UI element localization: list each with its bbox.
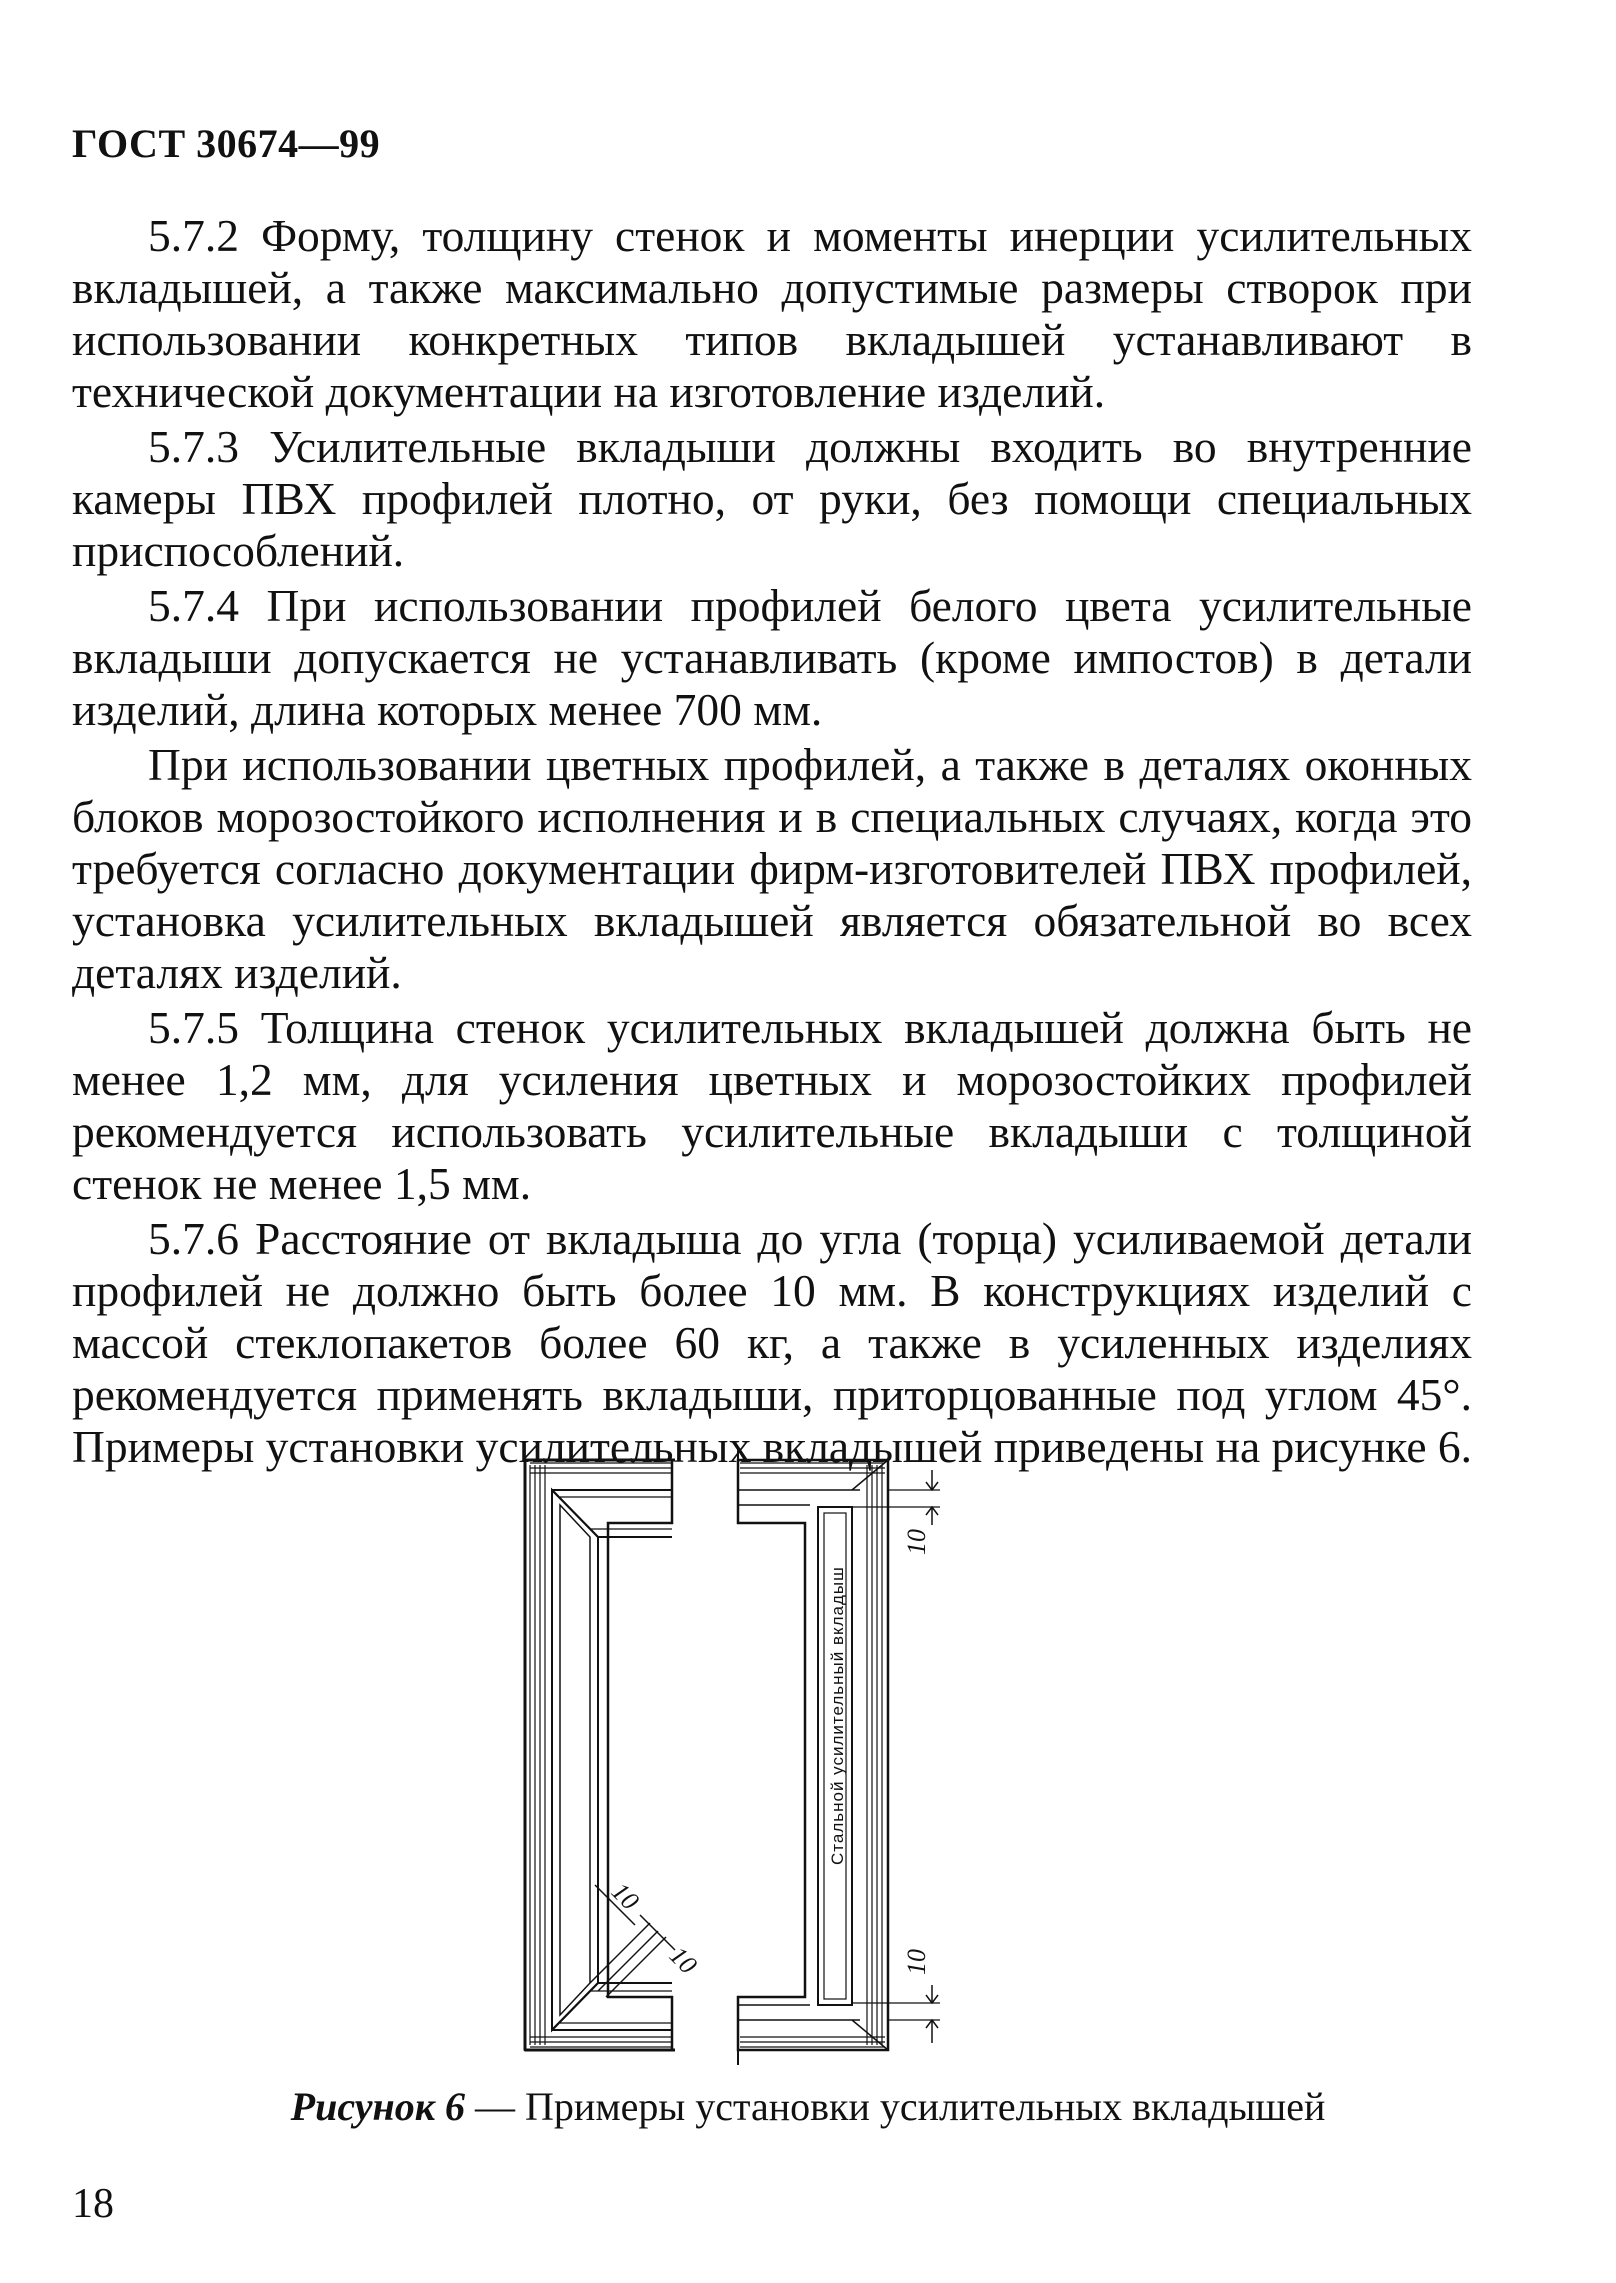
right-frame-hatching [740,1463,885,2047]
paragraph-colored-profiles: При использовании цветных профилей, а также в деталях оконных блоков морозостойкого исполнения и в специальных случаях, когда это требуется согласно документации фирм-изготовителей ПВХ профилей, установка усилительных вкладышей является обязательной во всех деталях изделий. [72,739,1472,998]
right-dim-label-top: 10 [902,1529,931,1555]
body-text [72,210,1472,1476]
paragraph-5-7-4: 5.7.4 При использовании профилей белого цвета усилительные вкладыши допускается не устанавливать (кроме импостов) в детали изделий, длина которых менее 700 мм. [72,580,1472,735]
paragraph-5-7-5: 5.7.5 Толщина стенок усилительных вкладышей должна быть не менее 1,2 мм, для усиления цветных и морозостойких профилей рекомендуется использовать усилительные вкладыши с толщиной стенок не менее 1,5 мм. [72,1002,1472,1209]
left-dim-label-lower: 10 [663,1940,703,1980]
figure-caption [0,2083,1616,2130]
figure-caption-text: — Примеры установки усилительных вкладышей [465,2084,1326,2129]
figure-caption-label: Рисунок 6 [290,2084,466,2129]
steel-insert-label: Стальной усилительный вкладыш [828,1566,847,1865]
left-frame-drawing [525,1460,675,2050]
right-dim-label-bottom: 10 [902,1949,931,1975]
document-code-header: ГОСТ 30674—99 [72,121,381,166]
left-dim-label-upper: 10 [605,1876,645,1916]
paragraph-5-7-6: 5.7.6 Расстояние от вкладыша до угла (торца) усиливаемой детали профилей не должно быть более 10 мм. В конструкциях изделий с массой стеклопакетов более 60 кг, а также в усиленных изделиях рекомендуется применять вкладыши, приторцованные под углом 45°. Примеры установки усилительных вкладышей приведены на рисунке 6. [72,1213,1473,1472]
figure-6-diagram [500,1445,1060,2070]
page-number: 18 [72,2181,114,2227]
paragraph-5-7-3: 5.7.3 Усилительные вкладыши должны входить во внутренние камеры ПВХ профилей плотно, от руки, без помощи специальных приспособлений. [72,421,1472,576]
paragraph-5-7-2: 5.7.2 Форму, толщину стенок и моменты инерции усилительных вкладышей, а также максимально допустимые размеры створок при использовании конкретных типов вкладышей устанавливают в технической документации на изготовление изделий. [72,210,1472,417]
